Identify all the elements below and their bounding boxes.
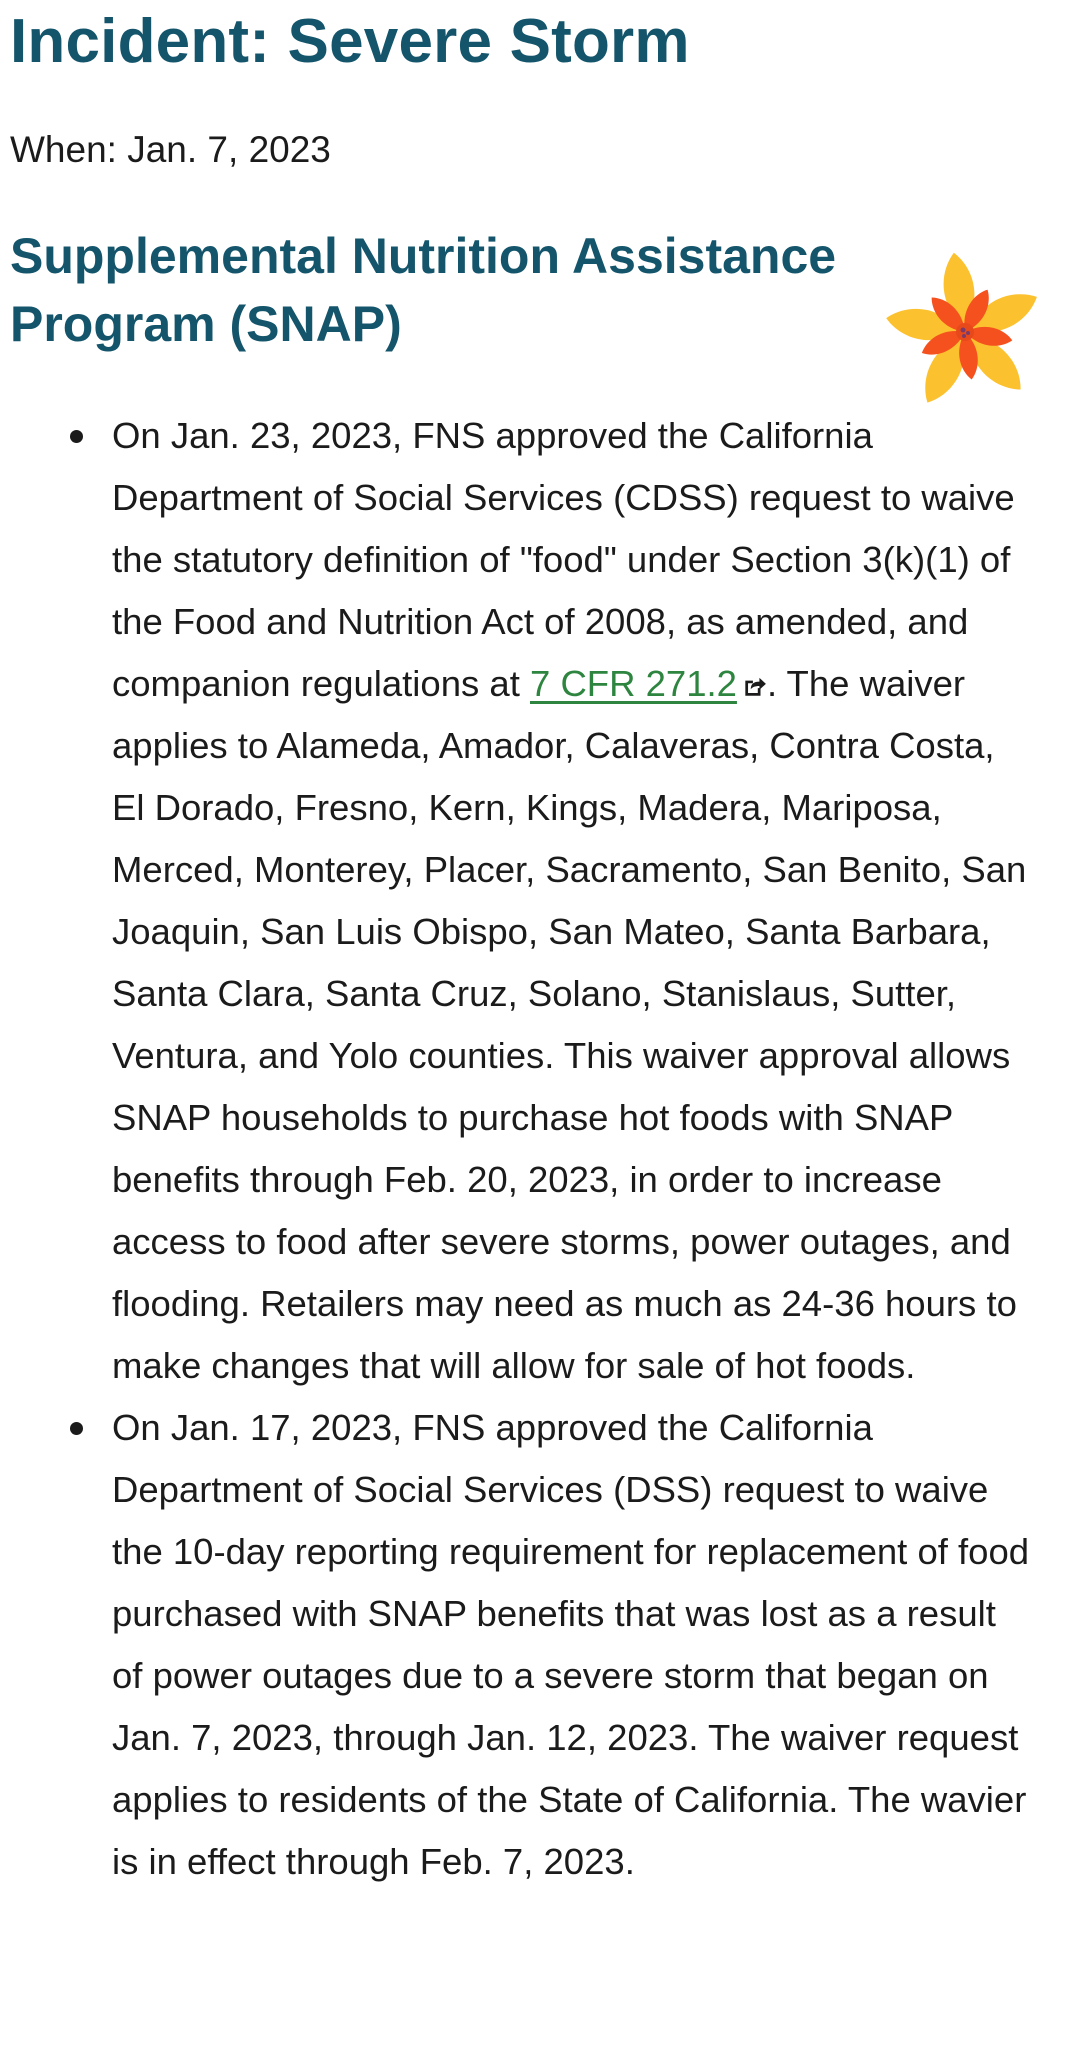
item-text: On Jan. 23, 2023, FNS approved the California Department of Social Services (CDSS) request to waive the statutory definition of "food" under Section 3(k)(1) of the Food and Nutrition Act of 2008, as amended, and companion regulations at: [112, 415, 1015, 704]
section-title: Supplemental Nutrition Assistance Program (SNAP): [10, 228, 837, 352]
item-text: On Jan. 17, 2023, FNS approved the California Department of Social Services (DSS) request to waive the 10-day reporting requirement for replacement of food purchased with SNAP benefits that was lost as a result of power outages due to a severe storm that began on Jan. 7, 2023, through Jan. 12, 2023. The waiver request applies to residents of the State of California. The wavier is in effect through Feb. 7, 2023.: [112, 1407, 1030, 1882]
list-item: [0, 405, 1071, 1397]
incident-date: When: Jan. 7, 2023: [10, 129, 331, 170]
list-item: [0, 1397, 1071, 1893]
bullet-icon: [70, 1422, 83, 1435]
bullet-icon: [70, 430, 83, 443]
external-link-icon[interactable]: [741, 673, 767, 699]
cfr-link[interactable]: 7 CFR 271.2: [530, 663, 737, 704]
flower-icon: [880, 248, 1050, 413]
waiver-list: [0, 405, 1071, 1893]
item-text-continued: . The waiver applies to Alameda, Amador, Calaveras, Contra Costa, El Dorado, Fresno, Kern, Kings, Madera, Mariposa, Merced, Monterey, Placer, Sacramento, San Benito, San Joaquin, San Luis Obispo, San Mateo, Santa Barbara, Santa Clara, Santa Cruz, Solano, Stanislaus, Sutter, Ventura, and Yolo counties. This waiver approval allows SNAP households to purchase hot foods with SNAP benefits through Feb. 20, 2023, in order to increase access to food after severe storms, power outages, and flooding. Retailers may need as much as 24-36 hours to make changes that will allow for sale of hot foods.: [112, 663, 1027, 1386]
incident-title: Incident: Severe Storm: [10, 7, 690, 76]
